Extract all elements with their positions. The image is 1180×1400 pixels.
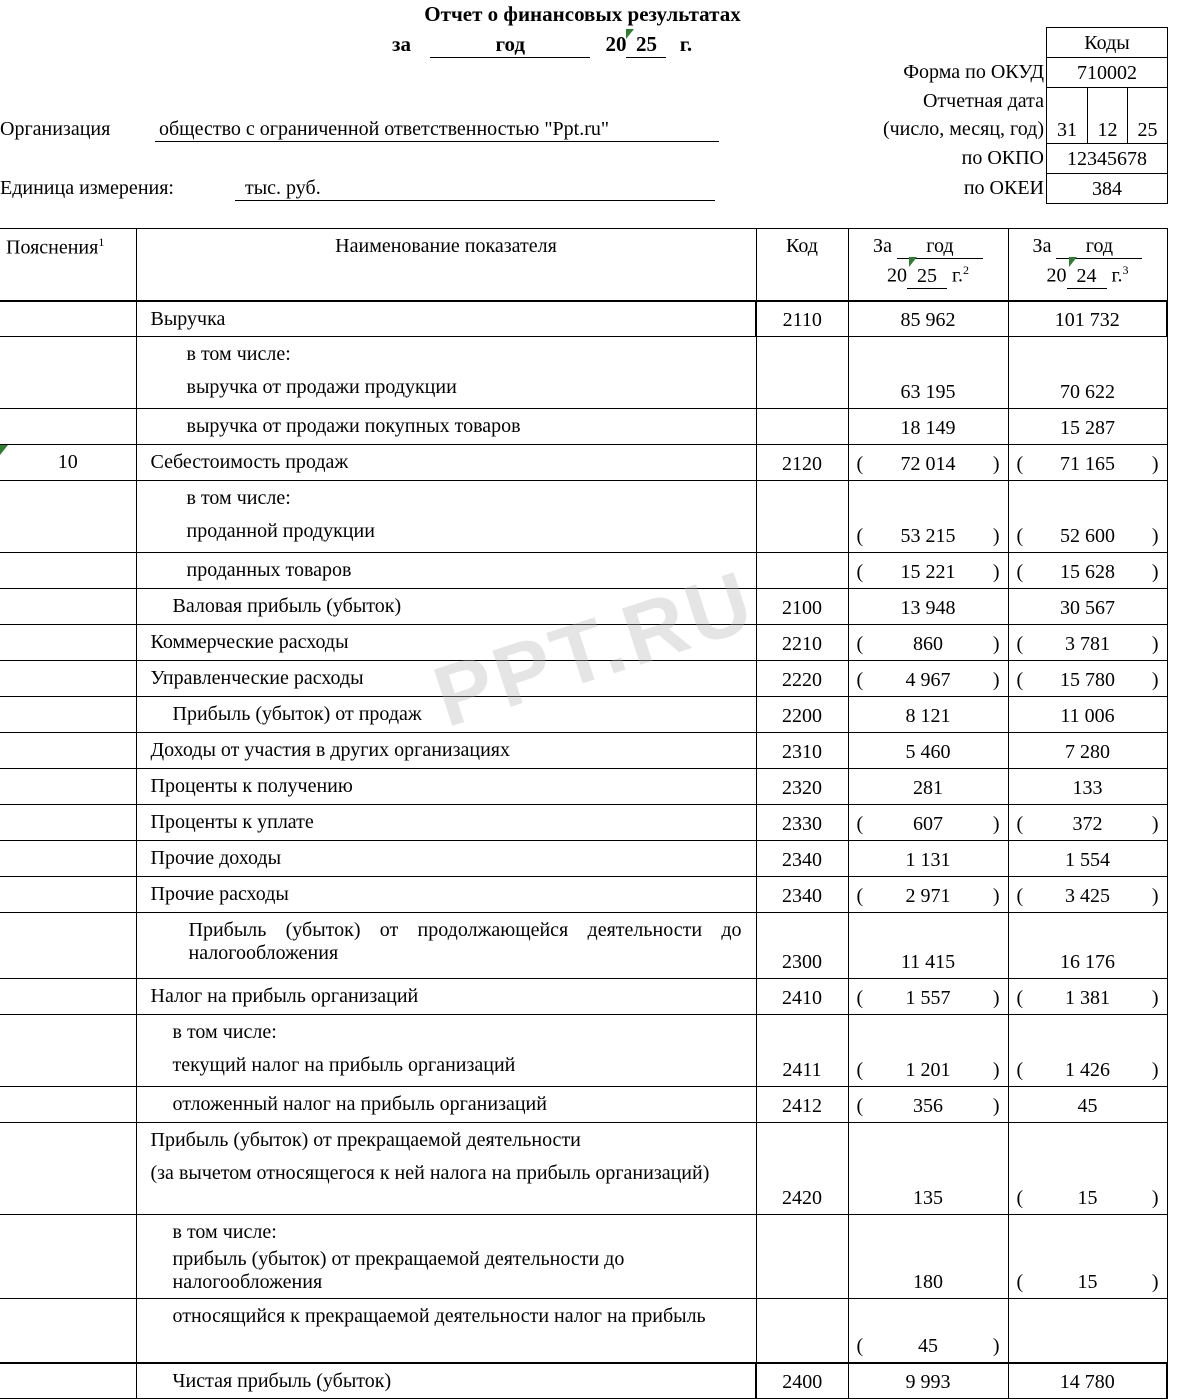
table-row: Доходы от участия в других организациях 2310 5 460 7 280 [0,733,1167,769]
header-previous-year: За год 20 24 г.$^3$ [1008,229,1167,301]
table-row: Коммерческие расходы 2210 ( 860 ) ( 3 781 ) [0,625,1167,661]
header-notes: Пояснения$^1$ [0,229,136,301]
table-row: Выручка 2110 85 962 101 732 [0,301,1167,337]
period-prefix: за [392,32,411,56]
watermark: PPT.RU [423,552,767,746]
date-label-2: (число, месяц, год) [882,118,1044,140]
table-row: Прибыль (убыток) от прекращаемой деятельности (за вычетом относящегося к ней налога на прибыль организаций) 2420 135 ( 15 ) [0,1123,1167,1215]
table-row: в том числе: выручка от продажи продукции 63 195 70 622 [0,337,1167,409]
header-current-year: За год 20 25 г.$^2$ [848,229,1008,301]
table-row: Прибыль (убыток) от продаж 2200 8 121 11 006 [0,697,1167,733]
table-row: в том числе: текущий налог на прибыль организаций 2411 ( 1 201 ) ( 1 426 ) [0,1015,1167,1087]
okei-value: 384 [1046,173,1168,204]
table-row: Валовая прибыль (убыток) 2100 13 948 30 567 [0,589,1167,625]
org-value: общество с ограниченной ответственностью "Ppt.ru" [155,118,719,142]
table-row: Проценты к получению 2320 281 133 [0,769,1167,805]
table-row: 10 Себестоимость продаж 2120 ( 72 014 ) ( 71 165 ) [0,445,1167,481]
period-word: год [430,32,590,58]
table-row: в том числе: прибыль (убыток) от прекращаемой деятельности до налогообложения 180 ( 15 ) [0,1215,1167,1299]
table-row: выручка от продажи покупных товаров 18 149 15 287 [0,409,1167,445]
report-title: Отчет о финансовых результатах [424,2,741,26]
table-row: относящийся к прекращаемой деятельности налог на прибыль ( 45 ) [0,1299,1167,1363]
table-row: отложенный налог на прибыль организаций 2412 ( 356 ) 45 [0,1087,1167,1123]
date-day: 31 [1046,87,1088,144]
unit-value: тыс. руб. [235,177,715,201]
org-label: Организация [0,118,111,140]
table-row: Налог на прибыль организаций 2410 ( 1 557 ) ( 1 381 ) [0,979,1167,1015]
okud-label: Форма по ОКУД [903,61,1044,83]
table-row: в том числе: проданной продукции ( 53 215 ) ( 52 600 ) [0,481,1167,553]
date-month: 12 [1087,87,1128,144]
okei-label: по ОКЕИ [963,177,1044,199]
unit-label: Единица измерения: [0,177,174,199]
date-label-1: Отчетная дата [922,90,1044,112]
okpo-value: 12345678 [1046,143,1168,174]
header-name: Наименование показателя [136,229,756,301]
table-row: Управленческие расходы 2220 ( 4 967 ) ( 15 780 ) [0,661,1167,697]
table-row: Прочие расходы 2340 ( 2 971 ) ( 3 425 ) [0,877,1167,913]
cell-flag-icon [0,445,8,455]
cell-flag-icon [1069,257,1077,267]
report-period [392,32,692,58]
year-suffix: 25 [626,32,666,58]
date-year: 25 [1127,87,1168,144]
table-row: Прочие доходы 2340 1 131 1 554 [0,841,1167,877]
year-unit: г. [679,32,693,56]
table-row: проданных товаров ( 15 221 ) ( 15 628 ) [0,553,1167,589]
table-row: Чистая прибыль (убыток) 2400 9 993 14 780 [0,1363,1167,1399]
year-prefix: 20 [605,32,627,56]
cell-flag-icon [626,29,634,39]
header-code: Код [756,229,848,301]
table-row: Проценты к уплате 2330 ( 607 ) ( 372 ) [0,805,1167,841]
table-header [0,229,1167,301]
cell-flag-icon [909,257,917,267]
table-row: Прибыль (убыток) от продолжающейся деятельности до налогообложения 2300 11 415 16 176 [0,913,1167,979]
okud-value: 710002 [1046,57,1168,88]
financial-results-table [0,228,1168,1399]
okpo-label: по ОКПО [961,147,1044,169]
codes-header: Коды [1046,27,1168,58]
